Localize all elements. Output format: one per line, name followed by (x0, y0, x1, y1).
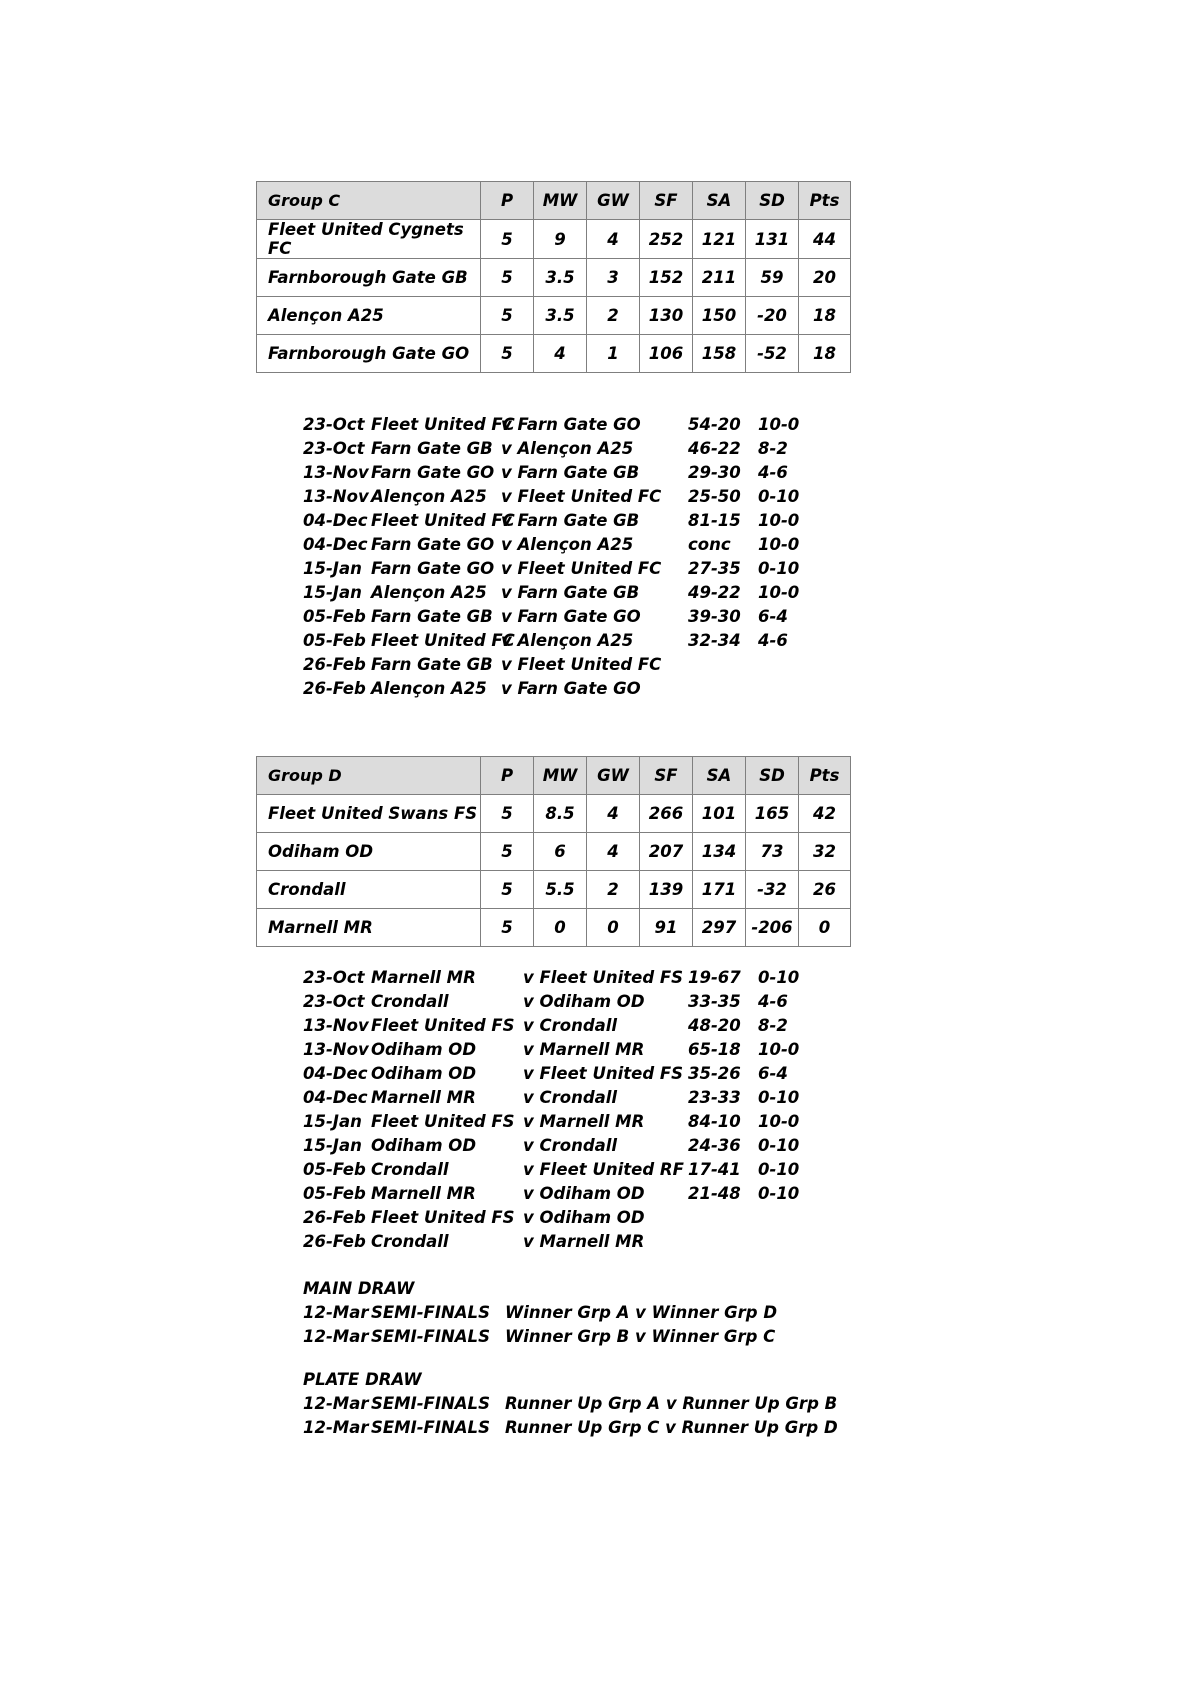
fixture-points: 6-4 (758, 607, 788, 626)
fixture-away-team: v Fleet United RF (523, 1160, 684, 1179)
fixture-home-team: Farn Gate GB (371, 607, 493, 626)
column-header-sa: SA (693, 182, 746, 220)
fixture-date: 23-Oct (303, 439, 365, 458)
fixture-date: 15-Jan (303, 1112, 362, 1131)
fixture-row (303, 653, 818, 677)
cell-pts: 0 (799, 909, 851, 947)
fixture-score: 84-10 (688, 1112, 741, 1131)
fixture-points: 8-2 (758, 1016, 788, 1035)
cell-mw: 8.5 (534, 795, 587, 833)
cell-p: 5 (481, 335, 534, 373)
fixture-away-team: v Odiham OD (523, 1208, 645, 1227)
cell-pts: 18 (799, 335, 851, 373)
fixture-date: 05-Feb (303, 607, 366, 626)
column-header-pts: Pts (799, 757, 851, 795)
column-header-p: P (481, 182, 534, 220)
fixture-score: 21-48 (688, 1184, 741, 1203)
fixture-row (303, 413, 818, 437)
fixture-points: 0-10 (758, 1184, 800, 1203)
fixture-score: 23-33 (688, 1088, 741, 1107)
group-d-fixture-list (303, 966, 818, 1254)
fixture-row (303, 1206, 818, 1230)
fixture-home-team: Marnell MR (371, 968, 476, 987)
fixture-row (303, 1038, 818, 1062)
team-name: Fleet United Swans FS (257, 795, 481, 833)
fixture-date: 05-Feb (303, 1184, 366, 1203)
table-row (257, 833, 851, 871)
team-name: Fleet United Cygnets FC (257, 220, 481, 259)
group-d-standings-table (256, 756, 851, 947)
cell-sa: 171 (693, 871, 746, 909)
fixture-row (303, 485, 818, 509)
column-header-sd: SD (746, 757, 799, 795)
fixture-away-team: v Fleet United FC (501, 559, 662, 578)
fixture-score: 27-35 (688, 559, 741, 578)
column-header-mw: MW (534, 182, 587, 220)
fixture-away-team: v Farn Gate GB (501, 463, 640, 482)
fixture-row (303, 1014, 818, 1038)
fixture-score: 25-50 (688, 487, 741, 506)
fixture-score: 19-67 (688, 968, 741, 987)
cell-p: 5 (481, 795, 534, 833)
fixture-date: 13-Nov (303, 1040, 369, 1059)
group-d-title: Group D (257, 757, 481, 795)
fixture-date: 23-Oct (303, 992, 365, 1011)
fixture-home-team: Alençon A25 (371, 487, 487, 506)
cell-sf: 139 (640, 871, 693, 909)
draw-match: Winner Grp A v Winner Grp D (505, 1303, 778, 1322)
draw-date: 12-Mar (303, 1418, 369, 1437)
column-header-gw: GW (587, 757, 640, 795)
fixture-row (303, 437, 818, 461)
fixture-date: 04-Dec (303, 1064, 368, 1083)
cell-sd: 59 (746, 259, 799, 297)
fixture-row (303, 1110, 818, 1134)
cell-mw: 5.5 (534, 871, 587, 909)
fixture-points: 10-0 (758, 1112, 800, 1131)
cell-p: 5 (481, 871, 534, 909)
fixture-away-team: v Fleet United FC (501, 487, 662, 506)
cell-sa: 297 (693, 909, 746, 947)
cell-mw: 0 (534, 909, 587, 947)
fixture-score: 17-41 (688, 1160, 741, 1179)
fixture-date: 04-Dec (303, 511, 368, 530)
fixture-points: 10-0 (758, 583, 800, 602)
fixture-home-team: Fleet United FS (371, 1016, 515, 1035)
fixture-away-team: v Marnell MR (523, 1112, 645, 1131)
fixture-away-team: v Alençon A25 (501, 631, 634, 650)
draw-row (303, 1301, 777, 1325)
fixture-score: 46-22 (688, 439, 741, 458)
fixture-home-team: Fleet United FC (371, 415, 515, 434)
fixture-points: 4-6 (758, 631, 788, 650)
fixture-home-team: Marnell MR (371, 1088, 476, 1107)
fixture-points: 6-4 (758, 1064, 788, 1083)
cell-sf: 252 (640, 220, 693, 259)
draw-match: Runner Up Grp A v Runner Up Grp B (505, 1394, 838, 1413)
table-header-row (257, 757, 851, 795)
fixture-date: 05-Feb (303, 631, 366, 650)
cell-sa: 134 (693, 833, 746, 871)
cell-sd: -52 (746, 335, 799, 373)
column-header-pts: Pts (799, 182, 851, 220)
fixture-home-team: Farn Gate GO (371, 535, 495, 554)
column-header-sd: SD (746, 182, 799, 220)
fixture-score: 33-35 (688, 992, 741, 1011)
fixture-points: 10-0 (758, 511, 800, 530)
fixture-home-team: Crondall (371, 1160, 449, 1179)
table-row (257, 909, 851, 947)
group-c-fixture-list (303, 413, 818, 701)
fixture-away-team: v Alençon A25 (501, 439, 634, 458)
table-row (257, 220, 851, 259)
fixture-date: 04-Dec (303, 1088, 368, 1107)
fixture-row (303, 1062, 818, 1086)
cell-sd: -32 (746, 871, 799, 909)
fixture-row (303, 629, 818, 653)
cell-p: 5 (481, 259, 534, 297)
fixture-row (303, 1158, 818, 1182)
fixture-score: 65-18 (688, 1040, 741, 1059)
team-name: Farnborough Gate GO (257, 335, 481, 373)
fixture-date: 15-Jan (303, 559, 362, 578)
cell-pts: 20 (799, 259, 851, 297)
fixture-away-team: v Alençon A25 (501, 535, 634, 554)
team-name: Marnell MR (257, 909, 481, 947)
fixture-home-team: Odiham OD (371, 1040, 477, 1059)
fixture-points: 8-2 (758, 439, 788, 458)
fixture-row (303, 533, 818, 557)
fixture-points: 0-10 (758, 559, 800, 578)
fixture-points: 10-0 (758, 1040, 800, 1059)
fixture-row (303, 461, 818, 485)
fixture-score: 49-22 (688, 583, 741, 602)
fixture-away-team: v Odiham OD (523, 1184, 645, 1203)
fixture-home-team: Farn Gate GO (371, 559, 495, 578)
cell-sf: 91 (640, 909, 693, 947)
fixture-home-team: Crondall (371, 1232, 449, 1251)
fixture-away-team: v Fleet United FS (523, 1064, 684, 1083)
fixture-points: 0-10 (758, 1088, 800, 1107)
fixture-row (303, 1086, 818, 1110)
column-header-p: P (481, 757, 534, 795)
fixture-home-team: Odiham OD (371, 1136, 477, 1155)
fixture-row (303, 581, 818, 605)
cell-gw: 0 (587, 909, 640, 947)
fixture-home-team: Alençon A25 (371, 679, 487, 698)
fixture-away-team: v Crondall (523, 1016, 618, 1035)
draw-date: 12-Mar (303, 1327, 369, 1346)
fixture-away-team: v Farn Gate GB (501, 583, 640, 602)
fixture-home-team: Farn Gate GO (371, 463, 495, 482)
cell-mw: 4 (534, 335, 587, 373)
fixture-score: 24-36 (688, 1136, 741, 1155)
cell-gw: 4 (587, 220, 640, 259)
fixture-points: 4-6 (758, 992, 788, 1011)
cell-sa: 211 (693, 259, 746, 297)
fixture-home-team: Odiham OD (371, 1064, 477, 1083)
cell-sd: 131 (746, 220, 799, 259)
cell-gw: 2 (587, 297, 640, 335)
cell-mw: 6 (534, 833, 587, 871)
fixture-points: 10-0 (758, 415, 800, 434)
cell-mw: 3.5 (534, 259, 587, 297)
fixture-score: 81-15 (688, 511, 741, 530)
fixture-away-team: v Fleet United FS (523, 968, 684, 987)
fixture-score: 29-30 (688, 463, 741, 482)
cell-p: 5 (481, 833, 534, 871)
cell-gw: 3 (587, 259, 640, 297)
fixture-date: 26-Feb (303, 1232, 366, 1251)
draw-stage: SEMI-FINALS (371, 1418, 490, 1437)
cell-sf: 106 (640, 335, 693, 373)
column-header-gw: GW (587, 182, 640, 220)
fixture-score: 54-20 (688, 415, 741, 434)
fixture-home-team: Fleet United FC (371, 511, 515, 530)
cell-gw: 2 (587, 871, 640, 909)
cell-p: 5 (481, 297, 534, 335)
group-c-standings-table (256, 181, 851, 373)
draw-stage: SEMI-FINALS (371, 1303, 490, 1322)
column-header-sa: SA (693, 757, 746, 795)
cell-mw: 9 (534, 220, 587, 259)
fixture-away-team: v Farn Gate GO (501, 679, 641, 698)
team-name: Crondall (257, 871, 481, 909)
cell-sd: 165 (746, 795, 799, 833)
cell-p: 5 (481, 909, 534, 947)
fixture-points: 10-0 (758, 535, 800, 554)
fixture-date: 23-Oct (303, 968, 365, 987)
fixture-date: 23-Oct (303, 415, 365, 434)
cell-pts: 32 (799, 833, 851, 871)
draw-date: 12-Mar (303, 1303, 369, 1322)
fixture-date: 15-Jan (303, 583, 362, 602)
fixture-home-team: Farn Gate GB (371, 439, 493, 458)
table-row (257, 335, 851, 373)
cell-sa: 101 (693, 795, 746, 833)
fixture-date: 26-Feb (303, 655, 366, 674)
fixture-row (303, 557, 818, 581)
fixture-date: 05-Feb (303, 1160, 366, 1179)
group-c-title: Group C (257, 182, 481, 220)
fixture-score: 35-26 (688, 1064, 741, 1083)
cell-sa: 158 (693, 335, 746, 373)
table-row (257, 259, 851, 297)
draw-row (303, 1325, 777, 1349)
fixture-home-team: Fleet United FS (371, 1112, 515, 1131)
cell-sf: 266 (640, 795, 693, 833)
cell-sf: 207 (640, 833, 693, 871)
fixture-row (303, 1182, 818, 1206)
cell-pts: 18 (799, 297, 851, 335)
cell-sf: 152 (640, 259, 693, 297)
team-name: Alençon A25 (257, 297, 481, 335)
fixture-date: 15-Jan (303, 1136, 362, 1155)
fixture-row (303, 1134, 818, 1158)
cell-pts: 42 (799, 795, 851, 833)
cell-sd: 73 (746, 833, 799, 871)
fixture-row (303, 1230, 818, 1254)
draw-row (303, 1416, 838, 1440)
fixture-away-team: v Crondall (523, 1088, 618, 1107)
fixture-home-team: Fleet United FC (371, 631, 515, 650)
fixture-away-team: v Crondall (523, 1136, 618, 1155)
cell-sa: 150 (693, 297, 746, 335)
fixture-points: 0-10 (758, 1160, 800, 1179)
fixture-row (303, 990, 818, 1014)
fixture-row (303, 677, 818, 701)
draw-match: Winner Grp B v Winner Grp C (505, 1327, 776, 1346)
fixture-points: 0-10 (758, 968, 800, 987)
draw-date: 12-Mar (303, 1394, 369, 1413)
fixture-points: 0-10 (758, 487, 800, 506)
fixture-home-team: Alençon A25 (371, 583, 487, 602)
fixture-date: 13-Nov (303, 487, 369, 506)
fixture-date: 13-Nov (303, 1016, 369, 1035)
fixture-points: 0-10 (758, 1136, 800, 1155)
fixture-away-team: v Odiham OD (523, 992, 645, 1011)
cell-gw: 1 (587, 335, 640, 373)
fixture-points: 4-6 (758, 463, 788, 482)
draw-stage: SEMI-FINALS (371, 1394, 490, 1413)
cell-p: 5 (481, 220, 534, 259)
fixture-away-team: v Farn Gate GO (501, 607, 641, 626)
fixture-score: 32-34 (688, 631, 741, 650)
fixture-date: 13-Nov (303, 463, 369, 482)
fixture-score: 39-30 (688, 607, 741, 626)
column-header-sf: SF (640, 182, 693, 220)
table-header-row (257, 182, 851, 220)
cell-sf: 130 (640, 297, 693, 335)
cell-gw: 4 (587, 833, 640, 871)
draw-stage: SEMI-FINALS (371, 1327, 490, 1346)
fixture-away-team: v Marnell MR (523, 1040, 645, 1059)
column-header-mw: MW (534, 757, 587, 795)
team-name: Farnborough Gate GB (257, 259, 481, 297)
cell-sd: -20 (746, 297, 799, 335)
cell-pts: 44 (799, 220, 851, 259)
draw-row (303, 1392, 838, 1416)
fixture-home-team: Crondall (371, 992, 449, 1011)
table-row (257, 871, 851, 909)
fixture-home-team: Farn Gate GB (371, 655, 493, 674)
fixture-score: conc (688, 535, 731, 554)
fixture-row (303, 966, 818, 990)
main-draw-block (303, 1277, 777, 1349)
cell-sa: 121 (693, 220, 746, 259)
fixture-row (303, 509, 818, 533)
fixture-date: 04-Dec (303, 535, 368, 554)
plate-draw-title: PLATE DRAW (303, 1370, 422, 1389)
main-draw-title: MAIN DRAW (303, 1279, 415, 1298)
fixture-away-team: v Farn Gate GB (501, 511, 640, 530)
plate-draw-block (303, 1368, 838, 1440)
table-row (257, 795, 851, 833)
column-header-sf: SF (640, 757, 693, 795)
fixture-date: 26-Feb (303, 679, 366, 698)
fixture-row (303, 605, 818, 629)
fixture-home-team: Fleet United FS (371, 1208, 515, 1227)
cell-gw: 4 (587, 795, 640, 833)
cell-mw: 3.5 (534, 297, 587, 335)
cell-pts: 26 (799, 871, 851, 909)
fixture-date: 26-Feb (303, 1208, 366, 1227)
table-row (257, 297, 851, 335)
fixture-home-team: Marnell MR (371, 1184, 476, 1203)
fixture-away-team: v Farn Gate GO (501, 415, 641, 434)
fixture-away-team: v Marnell MR (523, 1232, 645, 1251)
team-name: Odiham OD (257, 833, 481, 871)
draw-match: Runner Up Grp C v Runner Up Grp D (505, 1418, 838, 1437)
cell-sd: -206 (746, 909, 799, 947)
fixture-away-team: v Fleet United FC (501, 655, 662, 674)
fixture-score: 48-20 (688, 1016, 741, 1035)
